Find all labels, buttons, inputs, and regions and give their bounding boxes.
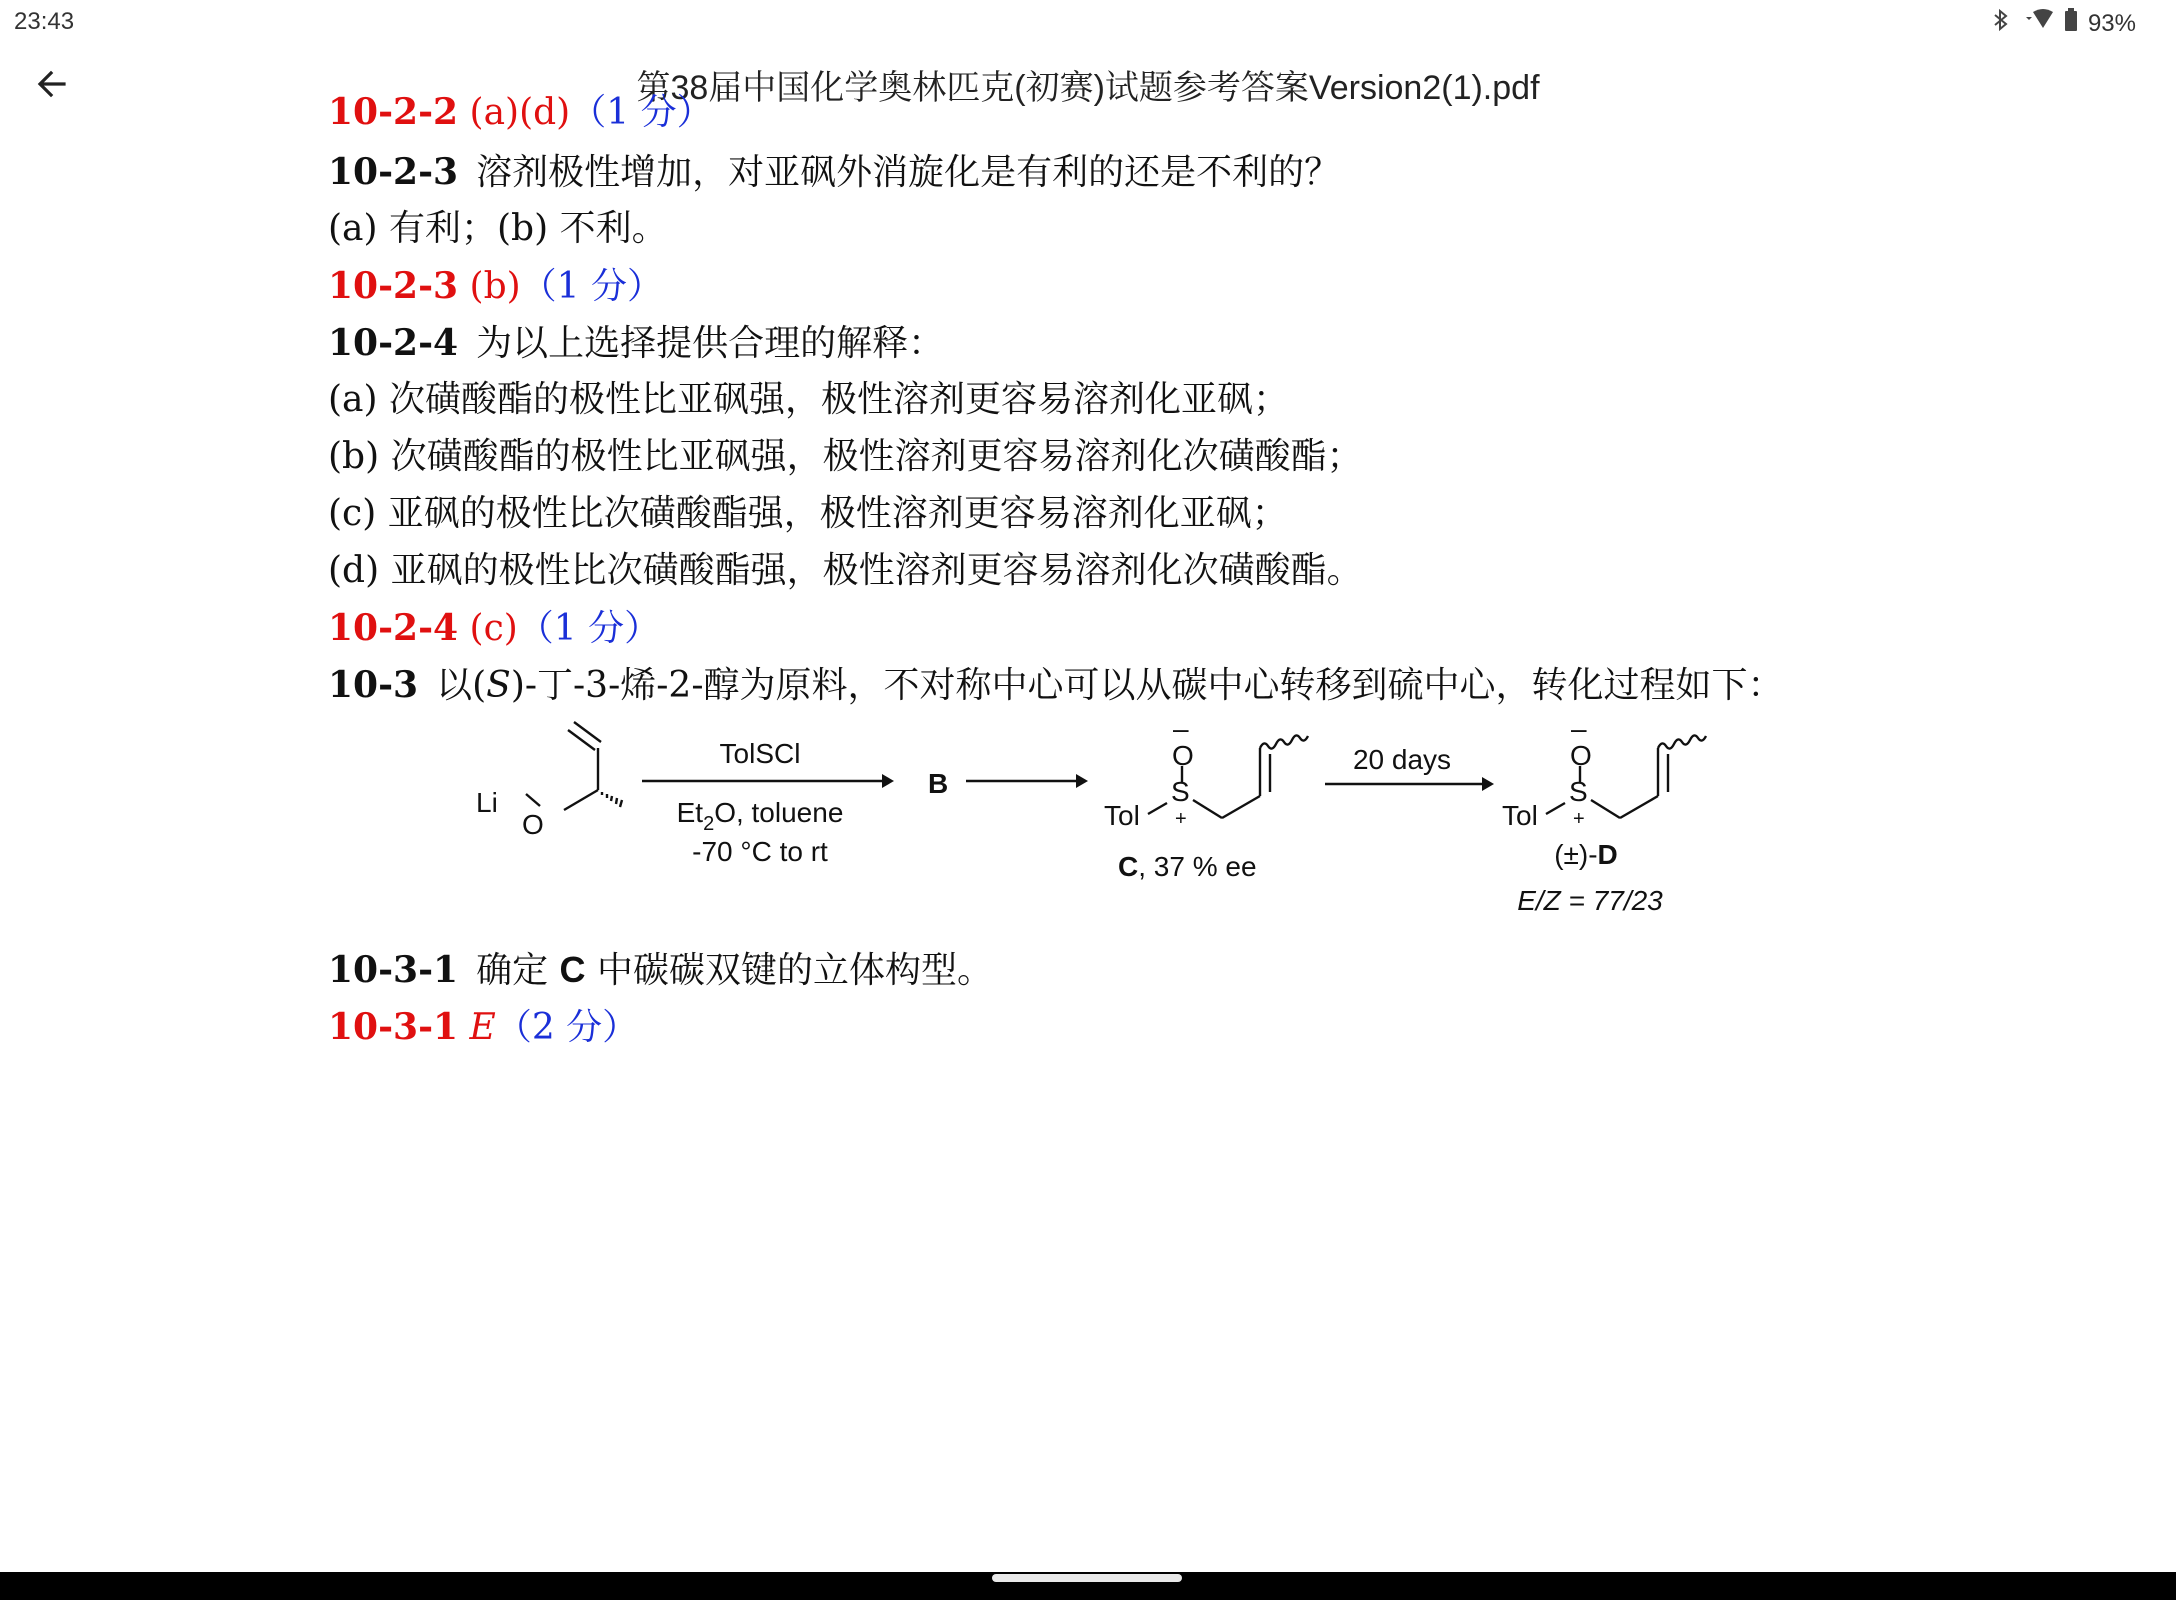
option-10-2-4-b: (b) 次磺酸酯的极性比亚砜强，极性溶剂更容易溶剂化次磺酸酯； (328, 436, 1363, 477)
ez-ratio: E/Z = 77/23 (1517, 885, 1663, 916)
question-10-3: 10-3 以(S)-丁-3-烯-2-醇为原料，不对称中心可以从碳中心转移到硫中心，转化过程如下： (328, 664, 1784, 706)
answer-10-2-3: 10-2-3 (b)（1 分） (328, 265, 664, 307)
c-tol-group: Tol (1104, 800, 1140, 831)
c-sulfur-atom: S (1171, 776, 1190, 807)
c-minus-sign: – (1173, 713, 1189, 744)
cut-answer-10-2-2: 10-2-2 (a)(d)（1 分） (328, 91, 713, 133)
c-plus-sign: + (1175, 808, 1187, 830)
status-time: 23:43 (14, 8, 75, 35)
document-title: 第38届中国化学奥林匹克(初赛)试题参考答案Version2(1).pdf (636, 69, 1540, 107)
d-plus-sign: + (1573, 808, 1585, 830)
d-sulfur-atom: S (1569, 776, 1588, 807)
reaction-scheme (460, 702, 1810, 1062)
options-10-2-3: (a) 有利；(b) 不利。 (328, 208, 668, 249)
reagent-solvent: $Et_2O$, toluene (676, 797, 844, 835)
bluetooth-icon (1992, 8, 2010, 39)
question-10-2-3: 10-2-3 溶剂极性增加，对亚砜外消旋化是有利的还是不利的？ (328, 151, 1341, 193)
home-gesture-handle[interactable] (992, 1574, 1182, 1582)
compound-c-label: C, 37 % ee (1118, 851, 1257, 882)
question-10-3-1: 10-3-1 确定 C 中碳碳双键的立体构型。 (328, 949, 993, 991)
status-icons (1992, 8, 2136, 39)
c-oxygen-atom: O (1172, 740, 1194, 771)
answer-10-3-1: 10-3-1 E（2 分） (328, 1006, 639, 1048)
reagent-tolscl: TolSCl (719, 738, 801, 769)
app-bar (0, 44, 2176, 122)
question-10-2-4: 10-2-4 为以上选择提供合理的解释： (328, 322, 945, 364)
battery-level: 93% (2087, 9, 2136, 37)
compound-d-label: (±)-D (1554, 839, 1618, 870)
reaction-time-20-days: 20 days (1352, 744, 1452, 775)
d-tol-group: Tol (1502, 800, 1538, 831)
option-10-2-4-a: (a) 次磺酸酯的极性比亚砜强，极性溶剂更容易溶剂化亚砜； (328, 379, 1289, 420)
d-oxygen-atom: O (1570, 740, 1592, 771)
pdf-page[interactable] (0, 91, 2176, 1572)
d-minus-sign: – (1571, 713, 1587, 744)
answer-10-2-4: 10-2-4 (c)（1 分） (328, 607, 661, 649)
oxygen-atom: O (522, 809, 544, 840)
option-10-2-4-c: (c) 亚砜的极性比次磺酸酯强，极性溶剂更容易溶剂化亚砜； (328, 493, 1288, 534)
compound-b-label: B (928, 768, 949, 799)
reagent-temperature: -70 °C to rt (692, 836, 828, 867)
li-atom: Li (476, 787, 498, 818)
wifi-icon (2020, 8, 2054, 39)
option-10-2-4-d: (d) 亚砜的极性比次磺酸酯强，极性溶剂更容易溶剂化次磺酸酯。 (328, 550, 1363, 591)
battery-icon (2064, 8, 2078, 39)
status-bar (0, 0, 2176, 44)
